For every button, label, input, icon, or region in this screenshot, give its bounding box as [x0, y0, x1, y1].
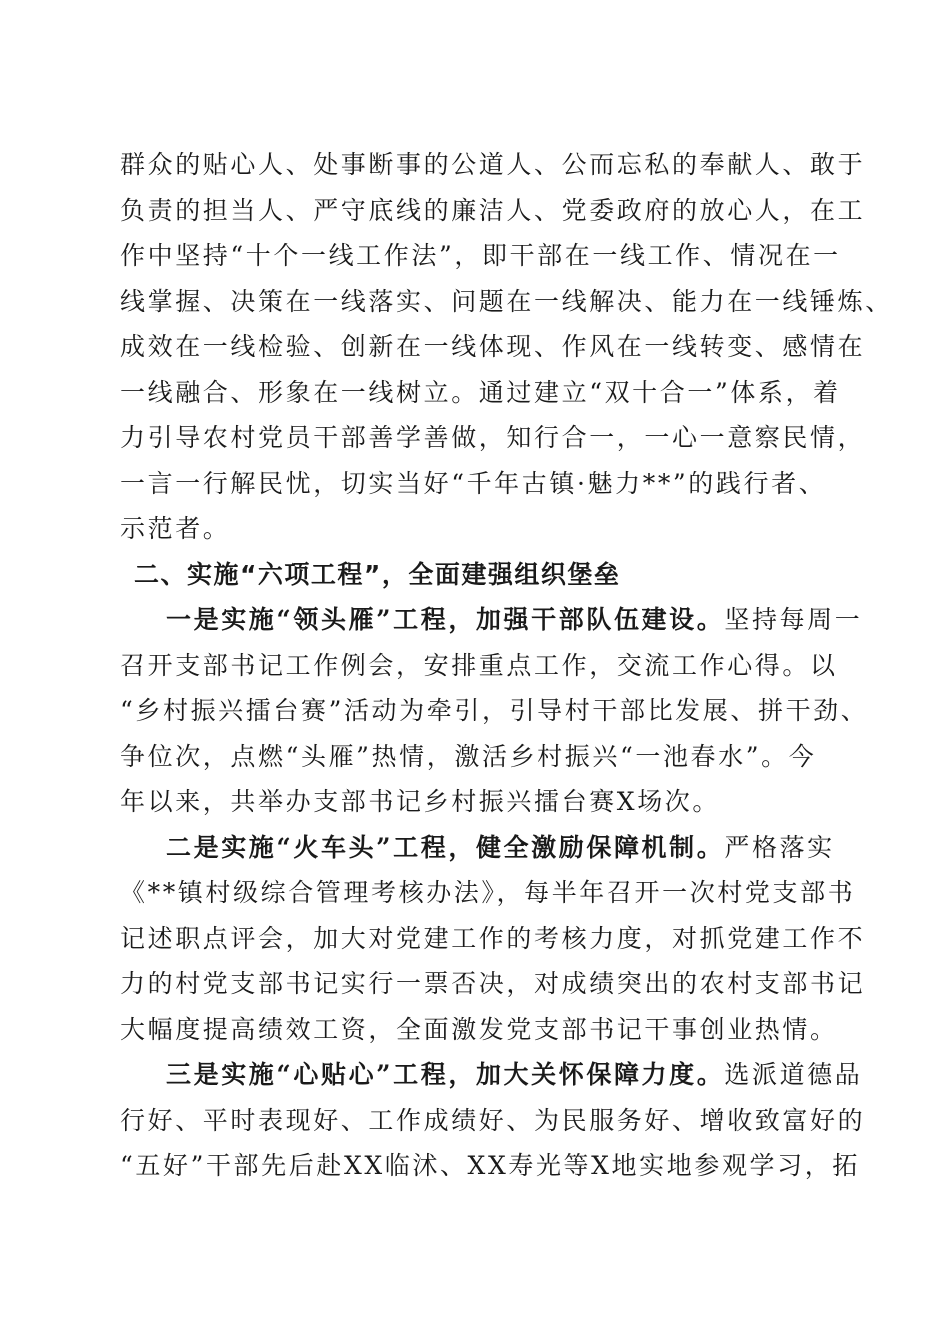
- body-line: “五好”干部先后赴XX临沭、XX寿光等X地实地参观学习，拓: [120, 1151, 860, 1180]
- item-1-lead: 一是实施“领头雁”工程，加强干部队伍建设。: [166, 605, 725, 634]
- body-line: 《**镇村级综合管理考核办法》，每半年召开一次村党支部书: [120, 878, 856, 907]
- item-2-first-line: [120, 825, 840, 871]
- body-line: “乡村振兴擂台赛”活动为牵引，引导村干部比发展、拼干劲、: [120, 696, 869, 725]
- item-2-first-rest: 严格落实: [724, 832, 835, 862]
- body-line: 力引导农村党员干部善学善做，知行合一，一心一意察民情，: [120, 423, 866, 452]
- item-1-first-line: [120, 597, 863, 643]
- body-line: 成效在一线检验、创新在一线体现、作风在一线转变、感情在: [120, 332, 866, 361]
- body-line: 行好、平时表现好、工作成绩好、为民服务好、增收致富好的: [120, 1105, 866, 1135]
- body-line: 作中坚持“十个一线工作法”，即干部在一线工作、情况在一: [120, 241, 841, 270]
- item-3-lead: 三是实施“心贴心”工程，加大关怀保障力度。: [166, 1060, 725, 1089]
- body-line: 大幅度提高绩效工资，全面激发党支部书记干事创业热情。: [120, 1014, 838, 1044]
- body-line: 群众的贴心人、处事断事的公道人、公而忘私的奉献人、敢于: [120, 150, 866, 179]
- body-line: 力的村党支部书记实行一票否决，对成绩突出的农村支部书记: [120, 969, 866, 998]
- body-line: 记述职点评会，加大对党建工作的考核力度，对抓党建工作不: [120, 923, 866, 953]
- document-body: [120, 142, 893, 1189]
- body-line: 一线融合、形象在一线树立。通过建立“双十合一”体系，着: [120, 377, 841, 407]
- body-line: 负责的担当人、严守底线的廉洁人、党委政府的放心人，在工: [120, 195, 866, 225]
- item-3-first-rest: 选派道德品: [724, 1060, 863, 1089]
- body-line: 召开支部书记工作例会，安排重点工作，交流工作心得。以: [120, 650, 838, 680]
- item-1-first-rest: 坚持每周一: [724, 605, 863, 634]
- body-line: 争位次，点燃“头雁”热情，激活乡村振兴“一池春水”。今: [120, 741, 817, 771]
- body-line: 线掌握、决策在一线落实、问题在一线解决、能力在一线锤炼、: [120, 286, 893, 316]
- body-line: 年以来，共举办支部书记乡村振兴擂台赛X场次。: [120, 787, 720, 816]
- section-heading: 二、实施“六项工程”，全面建强组织堡垒: [134, 559, 621, 589]
- item-3-first-line: [120, 1052, 863, 1098]
- body-line: 一言一行解民忧，切实当好“千年古镇·魅力**”的践行者、: [120, 468, 827, 498]
- item-2-lead: 二是实施“火车头”工程，健全激励保障机制。: [166, 832, 725, 862]
- body-line: 示范者。: [120, 514, 231, 543]
